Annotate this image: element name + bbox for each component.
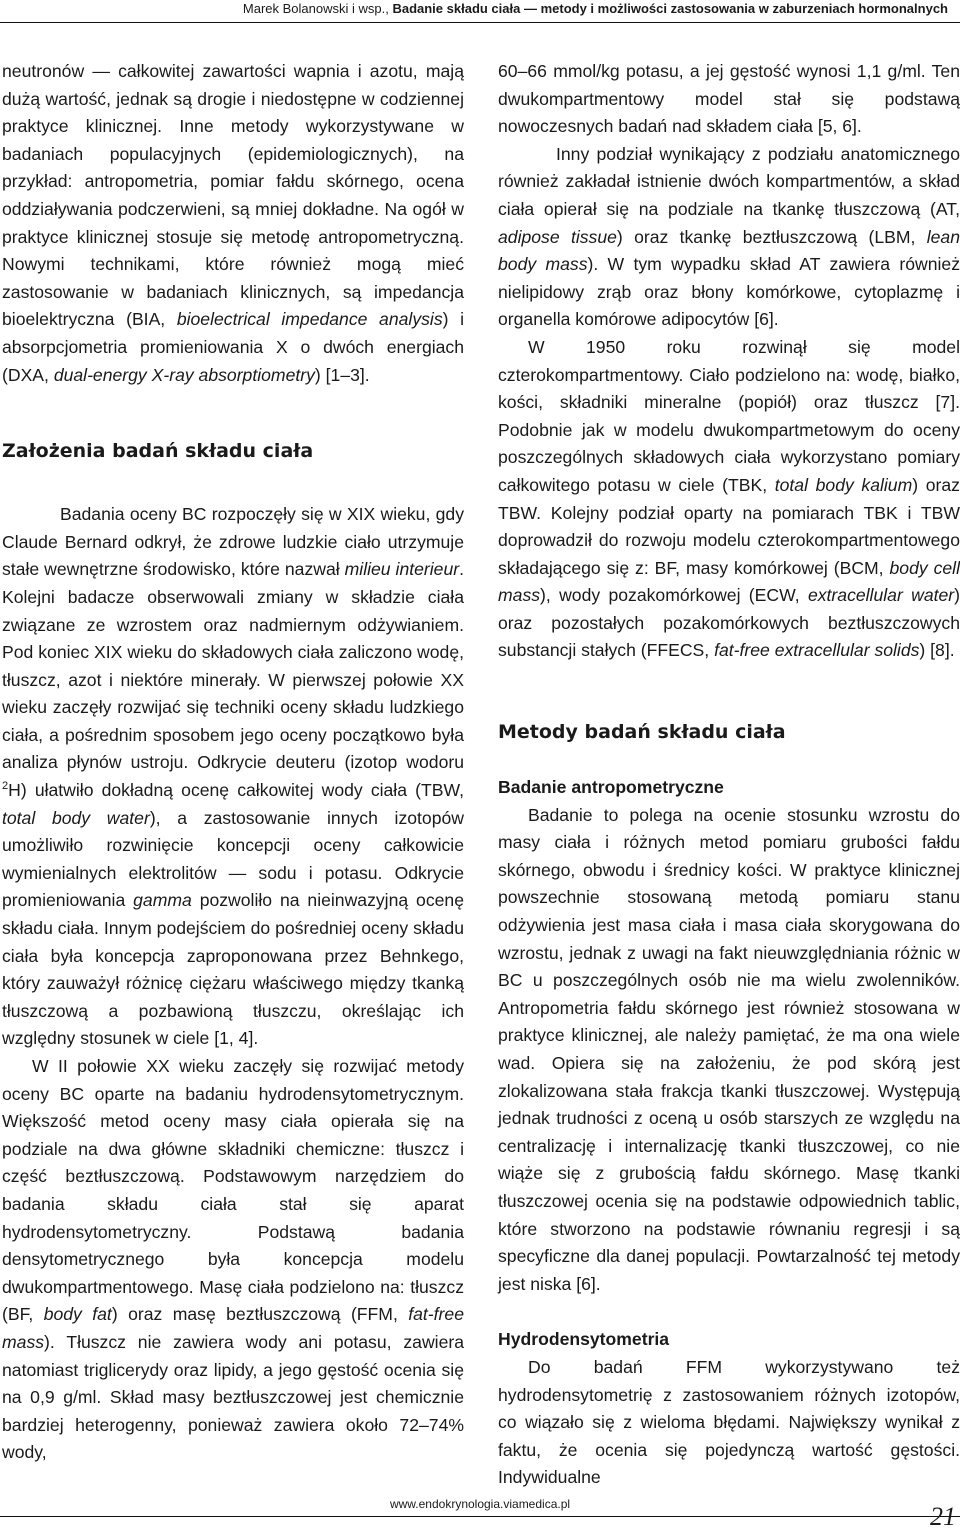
- paragraph: Badania oceny BC rozpoczęły się w XIX wieku, gdy Claude Bernard odkrył, że zdrowe ludzkie ciało utrzymuje stałe wewnętrzne środowisko, które nazwał milieu interieur. Kolejni badacze obserwowali zmiany w składzie ciała związane ze wzrostem oraz nadmiernym odżywianiem. Pod koniec XIX wieku do składowych ciała zaliczono wodę, tłuszcz, azot i niektóre minerały. W pierwszej połowie XX wieku zaczęły rozwijać się techniki oceny składu ludzkiego ciała, a pośrednim sposobem jego oceny początkowo była analiza płynów ustroju. Odkrycie deuteru (izotop wodoru $^2$H) ułatwiło dokładną ocenę całkowitej wody ciała (TBW, total body water), a zastosowanie innych izotopów umożliwiło rozwinięcie koncepcji oceny całkowicie wymienialnych elektrolitów — sodu i potasu. Odkrycie promieniowania gamma pozwoliło na nieinwazyjną ocenę składu ciała. Innym podejściem do pośredniej oceny składu ciała była koncepcja zaproponowana przez Behnkego, który zauważył różnicę ciężaru właściwego między tkanką tłuszczową a pozbawioną tłuszczu, określając ich względny stosunek w ciele [1, 4].: [2, 504, 464, 1049]
- paragraph: Badanie to polega na ocenie stosunku wzrostu do masy ciała i różnych metod pomiaru grubości fałdu skórnego, obwodu i średnicy kości. W praktyce klinicznej powszechnie stosowaną metodą pomiaru stanu odżywienia jest masa ciała i masa ciała skorygowana do wzrostu, jednak z uwagi na fakt nieuwzględniania różnic w BC u poszczególnych osób nie ma wielu zwolenników. Antropometria fałdu skórnego jest również stosowana w praktyce klinicznej, ale należy pamiętać, że ma ona wiele wad. Opiera się na założeniu, że pod skórą jest zlokalizowana stała frakcja tkanki tłuszczowej. Występują jednak trudności z oceną u osób starszych ze względu na centralizację i internalizację tkanki tłuszczowej, co nie wiąże się z grubością fałdu skórnego. Masę tkanki tłuszczowej ocenia się na podstawie odpowiednich tablic, które stworzono na podstawie równaniu regresji i są specyficzne dla danej populacji. Powtarzalność tej metody jest niska [6].: [498, 804, 960, 1294]
- running-head-title: Badanie składu ciała — metody i możliwości zastosowania w zaburzeniach hormonalnych: [392, 1, 948, 16]
- left-column: [2, 58, 464, 1467]
- subsection-heading: Badanie antropometryczne: [498, 777, 724, 798]
- paragraph: Do badań FFM wykorzystywano też hydrodensytometrię z zastosowaniem różnych izotopów, co wiązało się z wieloma błędami. Największy wynikał z faktu, że ocenia się pojedynczą wartość gęstości. Indywidualne: [498, 1356, 960, 1488]
- footer-url: www.endokrynologia.viamedica.pl: [389, 1497, 571, 1511]
- paragraph: 60–66 mmol/kg potasu, a jej gęstość wynosi 1,1 g/ml. Ten dwukompartmentowy model stał się podstawą nowoczesnych badań nad składem ciała [5, 6].: [498, 61, 960, 137]
- running-head-authors: Marek Bolanowski i wsp.: [242, 1, 386, 16]
- paragraph: W II połowie XX wieku zaczęły się rozwijać metody oceny BC oparte na badaniu hydrodensytometrycznym. Większość metod oceny masy ciała opierała się na podziale na dwa główne składniki chemiczne: tłuszcz i część beztłuszczową. Podstawowym narzędziem do badania składu ciała stał się aparat hydrodensytometryczny. Podstawą badania densytometrycznego była koncepcja modelu dwukompartmentowego. Masę ciała podzielono na: tłuszcz (BF, body fat) oraz masę beztłuszczową (FFM, fat-free mass). Tłuszcz nie zawiera wody ani potasu, zawiera natomiast triglicerydy oraz lipidy, a jego gęstość ocenia się na 0,9 g/ml. Skład masy beztłuszczowej jest chemicznie bardziej heterogenny, ponieważ zawiera około 72–74% wody,: [2, 1056, 464, 1463]
- section-heading: Założenia badań składu ciała: [2, 440, 314, 463]
- header-rule: [0, 22, 960, 23]
- paragraph: Inny podział wynikający z podziału anatomicznego również zakładał istnienie dwóch kompartmentów, a skład ciała opierał się na podziale na tkankę tłuszczową (AT, adipose tissue) oraz tkankę beztłuszczową (LBM, lean body mass). W tym wypadku skład AT zawiera również nielipidowy zrąb oraz błony komórkowe, cytoplazmę i organella komórowe adipocytów [6].: [498, 143, 960, 330]
- subsection-heading: Hydrodensytometria: [498, 1329, 670, 1350]
- section-heading: Metody badań składu ciała: [498, 721, 786, 744]
- paragraph: W 1950 roku rozwinął się model czterokompartmentowy. Ciało podzielono na: wodę, białko, kości, składniki mineralne (popiół) oraz tłuszcz [7]. Podobnie jak w modelu dwukompartmetowym do oceny poszczególnych składowych ciała wykorzystano pomiary całkowitego potasu w ciele (TBK, total body kalium) oraz TBW. Kolejny podział oparty na pomiarach TBK i TBW doprowadził do rozwoju modelu czterokompartmentowego składającego się z: BF, masy komórkowej (BCM, body cell mass), wody pozakomórkowej (ECW, extracellular water) oraz pozostałych pozakomórkowych beztłuszczowych substancji stałych (FFECS, fat-free extracellular solids) [8].: [498, 336, 960, 661]
- running-head-separator: ,: [385, 1, 393, 16]
- paragraph: neutronów — całkowitej zawartości wapnia i azotu, mają dużą wartość, jednak są drogie i niedostępne w codziennej praktyce klinicznej. Inne metody wykorzystywane w badaniach populacyjnych (epidemiologicznych), na przykład: antropometria, pomiar fałdu skórnego, ocena oddziaływania podczerwieni, są mniej dokładne. Na ogół w praktyce klinicznej stosuje się metodę antropometryczną. Nowymi technikami, które również mogą mieć zastosowanie w badaniach klinicznych, są impedancja bioelektryczna (BIA, bioelectrical impedance analysis) i absorpcjometria promieniowania X o dwóch energiach (DXA, dual-energy X-ray absorptiometry) [1–3].: [2, 61, 465, 385]
- running-head: [0, 0, 948, 18]
- right-column: [498, 58, 960, 1492]
- page-number: 21: [930, 1502, 956, 1531]
- footer-rule: [0, 1516, 960, 1517]
